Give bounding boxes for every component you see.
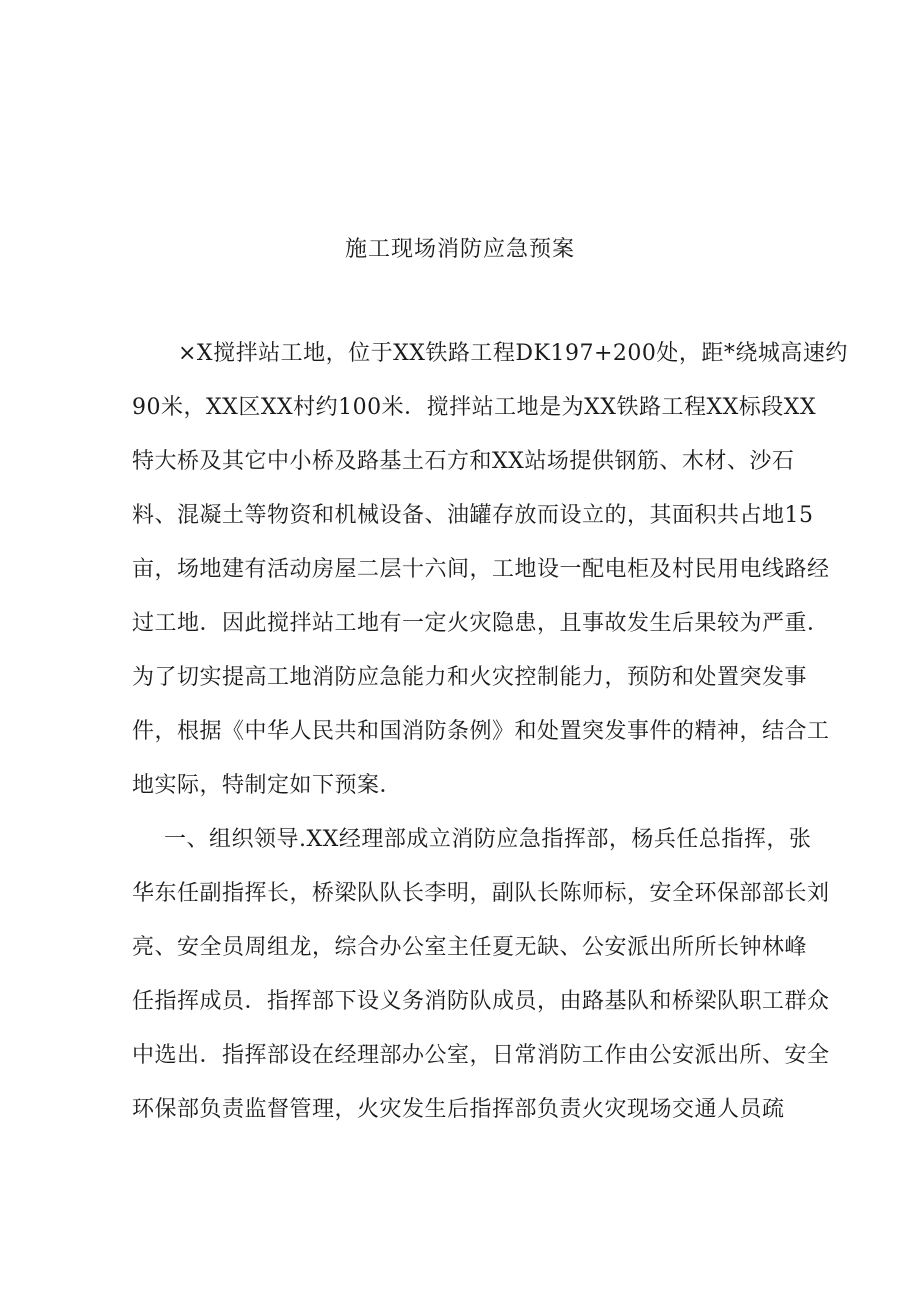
paragraph-1-line: 料、混凝土等物资和机械设备、油罐存放而设立的，其面积共占地15 xyxy=(132,503,814,528)
paragraph-1-line: 件，根据《中华人民共和国消防条例》和处置突发事件的精神，结合工 xyxy=(132,719,830,744)
paragraph-2-line: 环保部负责监督管理，火灾发生后指挥部负责火灾现场交通人员疏 xyxy=(132,1097,785,1122)
paragraph-2-line: 中选出．指挥部设在经理部办公室，日常消防工作由公安派出所、安全 xyxy=(132,1043,830,1068)
paragraph-2-line: 亮、安全员周组龙，综合办公室主任夏无缺、公安派出所所长钟林峰 xyxy=(132,935,808,960)
paragraph-1-line: 特大桥及其它中小桥及路基土石方和XX站场提供钢筋、木材、沙石 xyxy=(132,449,795,474)
paragraph-1-line: 90米，XX区XX村约100米．搅拌站工地是为XX铁路工程XX标段XX xyxy=(132,395,817,420)
paragraph-1-line: ×X搅拌站工地，位于XX铁路工程DK197+200处，距*绕城高速约 xyxy=(178,341,848,366)
paragraph-1-line: 为了切实提高工地消防应急能力和火灾控制能力，预防和处置突发事 xyxy=(132,665,808,690)
paragraph-2-line: 任指挥成员．指挥部下设义务消防队成员，由路基队和桥梁队职工群众 xyxy=(132,989,830,1014)
document-title: 施工现场消防应急预案 xyxy=(344,237,575,262)
paragraph-1-line: 地实际，特制定如下预案． xyxy=(132,773,403,798)
paragraph-2-line: 华东任副指挥长，桥梁队队长李明，副队长陈师标，安全环保部部长刘 xyxy=(132,881,830,906)
paragraph-1-line: 过工地．因此搅拌站工地有一定火灾隐患，且事故发生后果较为严重． xyxy=(132,611,830,636)
paragraph-1-line: 亩，场地建有活动房屋二层十六间，工地设一配电柜及村民用电线路经 xyxy=(132,557,830,582)
paragraph-2-line: 一、组织领导.XX经理部成立消防应急指挥部，杨兵任总指挥，张 xyxy=(164,827,812,852)
